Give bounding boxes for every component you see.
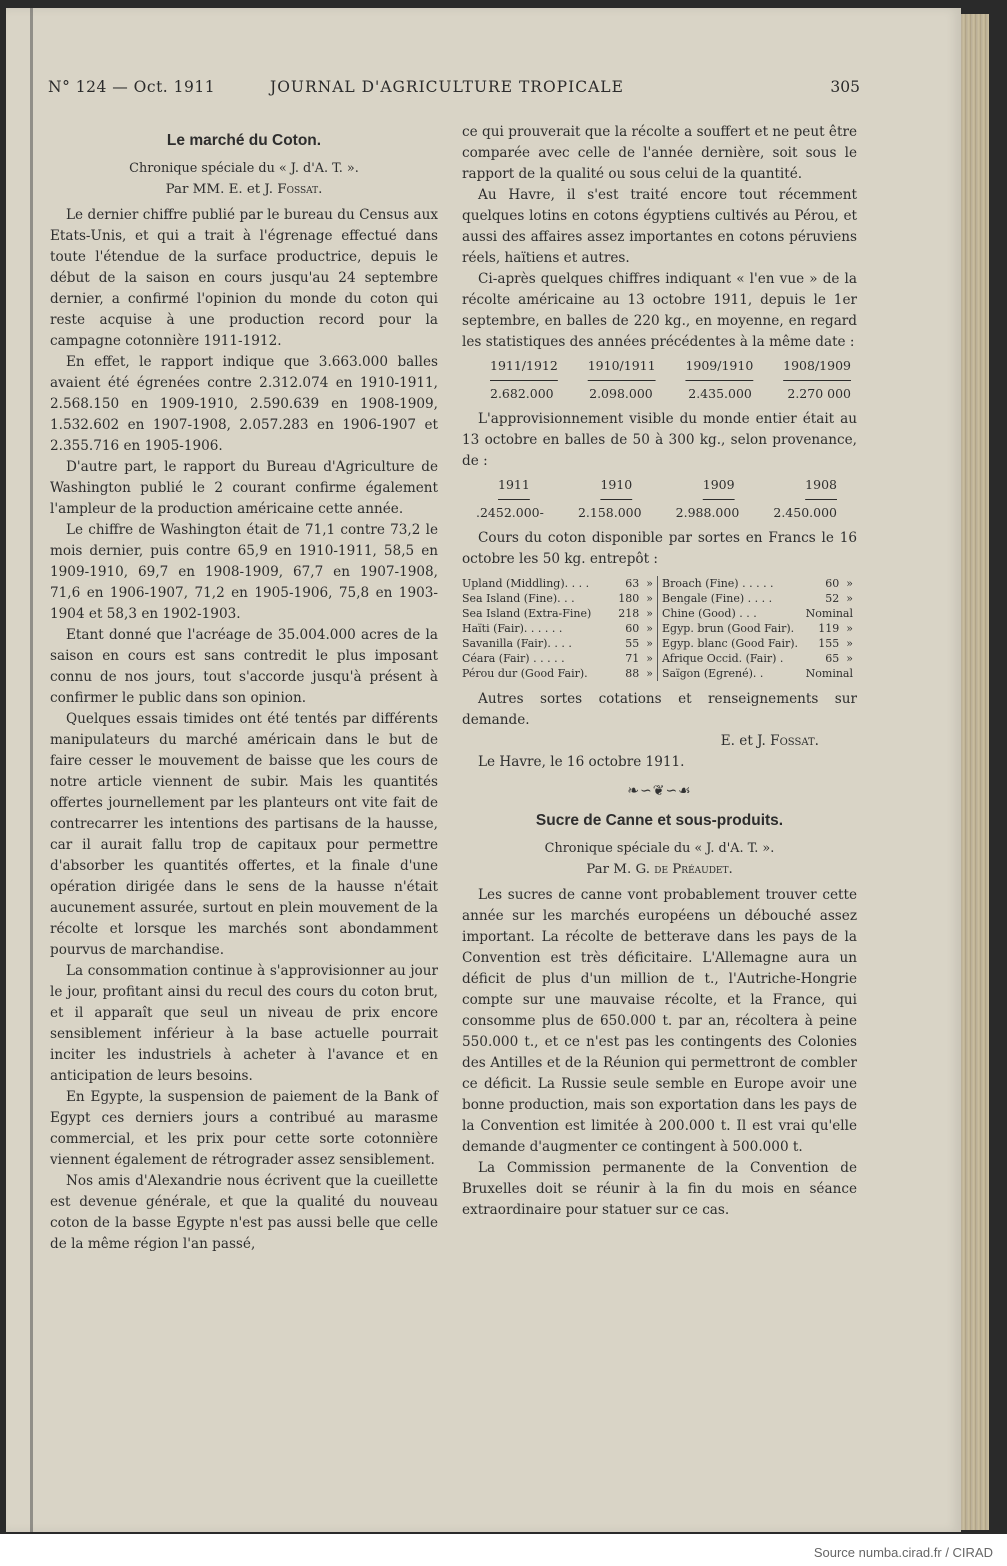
stat-value: 2.270 000 — [787, 386, 851, 401]
price-number: 71 — [625, 652, 640, 665]
price-value — [806, 606, 853, 621]
author-name: Fossat. — [277, 182, 323, 197]
paragraph: La Commission permanente de la Convention de Bruxelles doit se réunir à la fin du mois en séance extraordinaire pour statuer sur ce cas. — [462, 1160, 857, 1218]
signature-name: Fossat. — [770, 733, 819, 749]
paragraph: Nos amis d'Alexandrie nous écrivent que la cueillette est devenue générale, et que la qualité du nouveau coton de la basse Egypte n'est pas aussi belle que celle de la même région l'an passé, — [50, 1173, 438, 1252]
paragraph: En effet, le rapport indique que 3.663.000 balles avaient été égrenées contre 2.312.074 en 1910-1911, 2.568.150 en 1909-1910, 2.590.639 en 1908-1909, 1.532.602 en 1907-1908, 2.057.283 en 1906-1907 et 2.355.716 en 1905-1906. — [50, 354, 438, 454]
price-mark: » — [846, 577, 853, 590]
price-name: Haïti (Fair). . . . . . — [462, 622, 563, 635]
price-mark: » — [646, 607, 653, 620]
price-value — [618, 606, 653, 621]
price-mark: » — [646, 592, 653, 605]
paragraph: L'approvisionnement visible du monde entier était au 13 octobre en balles de 50 à 300 kg., selon provenance, de : — [462, 411, 857, 469]
price-row — [662, 606, 853, 621]
stat-year: 1909 — [702, 477, 735, 492]
price-row — [662, 576, 853, 591]
price-value — [818, 636, 853, 651]
article-subtitle-coton: Chronique spéciale du « J. d'A. T. ». — [129, 161, 359, 176]
binding-shadow — [30, 8, 33, 1532]
paragraph: Les sucres de canne vont probablement trouver cette année sur les marchés européens un débouché assez important. La récolte de betterave dans les pays de la Convention est très déficitaire. L'Allemagne aura un déficit de plus d'un million de t., l'Autriche-Hongrie compte sur une mauvaise récolte, et la France, qui consomme plus de 650.000 t. par an, récoltera à peine 550.000 t., et ce n'est pas les contingents des Colonies des Antilles et de la Réunion qui permettront de combler ce déficit. La Russie seule semble en Europe avoir une bonne production, mais son exportation dans les pays de la Convention est limitée à 200.000 t. Il est vrai qu'elle demande d'augmenter ce contingent à 500.000 t. — [462, 887, 857, 1155]
price-row — [462, 591, 653, 606]
price-number: 60 — [625, 622, 640, 635]
price-table — [462, 576, 857, 681]
price-number: 155 — [818, 637, 840, 650]
price-row — [462, 666, 653, 681]
price-mark: » — [646, 622, 653, 635]
right-column — [462, 122, 857, 1221]
running-header — [48, 76, 860, 102]
stat-value: 2.450.000 — [773, 505, 837, 520]
price-number: 60 — [825, 577, 840, 590]
price-column-right — [658, 576, 857, 681]
author-name: de Préaudet. — [654, 862, 733, 877]
price-row — [662, 666, 853, 681]
author-prefix: Par MM. E. et J. — [165, 182, 278, 197]
signature-fossat — [462, 731, 819, 752]
paragraph: Cours du coton disponible par sortes en Francs le 16 octobre les 50 kg. entrepôt : — [462, 530, 857, 567]
stat-value: 2.435.000 — [688, 386, 752, 401]
stat-value: 2.988.000 — [675, 505, 740, 520]
stat-year: 1908/1909 — [783, 358, 851, 373]
price-value — [625, 576, 653, 591]
issue-number: N° 124 — Oct. 1911 — [48, 78, 216, 96]
price-value — [625, 651, 653, 666]
price-row — [462, 606, 653, 621]
price-name: Afrique Occid. (Fair) . — [662, 652, 784, 665]
ornament-divider: ❧∽❦∽☙ — [627, 783, 692, 799]
journal-title: JOURNAL D'AGRICULTURE TROPICALE — [270, 78, 624, 96]
stat-year: 1908 — [805, 477, 837, 492]
article-author-sucre — [462, 859, 857, 881]
price-row — [662, 651, 853, 666]
price-number: 55 — [625, 637, 640, 650]
paragraph: En Egypte, la suspension de paiement de la Bank of Egypt ces derniers jours a contribué au marasme commercial, et les prix pour cette sorte cotonnière viennent également de rétrograder assez sensiblement. — [50, 1089, 438, 1168]
signature-prefix: E. et J. — [720, 733, 771, 749]
article-subtitle-sucre: Chronique spéciale du « J. d'A. T. ». — [544, 841, 775, 856]
price-row — [662, 636, 853, 651]
paragraph: Le chiffre de Washington était de 71,1 contre 73,2 le mois dernier, puis contre 65,9 en 1910-1911, 58,5 en 1909-1910, 69,7 en 1908-1909, 67,7 en 1907-1908, 71,6 en 1906-1907, 71,2 en 1905-1906, 75,8 en 1903-1904 et 58,3 en 1902-1903. — [50, 522, 438, 622]
stats-years-row — [490, 357, 851, 375]
stat-year: 1911 — [498, 477, 530, 492]
price-value — [825, 576, 853, 591]
price-value — [825, 651, 853, 666]
price-mark: » — [846, 592, 853, 605]
stats-values-row — [490, 385, 851, 403]
price-row — [462, 636, 653, 651]
price-mark: » — [846, 622, 853, 635]
stat-value: 2.098.000 — [589, 386, 653, 401]
price-value — [625, 666, 653, 681]
price-number: Nominal — [805, 607, 853, 620]
price-name: Broach (Fine) . . . . . — [662, 577, 774, 590]
price-value — [625, 636, 653, 651]
place-date: Le Havre, le 16 octobre 1911. — [478, 754, 685, 770]
price-mark: » — [846, 637, 853, 650]
paragraph: Quelques essais timides ont été tentés par différents manipulateurs du marché américain dans le but de faire cesser le mouvement de baisse que les cours de notre article viennent de subir. Mais les quantités offertes journellement par les planteurs ont vite fait de contrecarrer les intentions des partisans de la hausse, car il aurait fallu trop de capitaux pour permettre d'absorber les quantités offertes, et la finale d'une opération dirigée dans le sens de la hausse n'était aucunement assurée, surtout en plein mouvement de la récolte et lorsque les marchés sont abondamment pourvus de marchandise. — [50, 711, 438, 958]
paragraph: Ci-après quelques chiffres indiquant « l'en vue » de la récolte américaine au 13 octobre 1911, depuis le 1er septembre, en balles de 220 kg., en moyenne, en regard les statistiques des années précédentes à la même date : — [462, 271, 857, 350]
paragraph: D'autre part, le rapport du Bureau d'Agriculture de Washington publié le 2 courant confirme également l'ampleur de la production américaine cette année. — [50, 459, 438, 517]
price-name: Sea Island (Fine). . . — [462, 592, 575, 605]
price-mark: » — [646, 652, 653, 665]
article-author-coton — [50, 179, 438, 201]
price-row — [462, 576, 653, 591]
price-name: Upland (Middling). . . . — [462, 577, 590, 590]
price-number: 119 — [818, 622, 840, 635]
paragraph: Le dernier chiffre publié par le bureau du Census aux Etats-Unis, et qui a trait à l'égrenage effectué dans toute l'étendue de la surface productrice, depuis le début de la saison en cours jusqu'au 24 septembre dernier, a confirmé l'opinion du monde du coton qui reste acquise à une production record pour la campagne cotonnière 1911-1912. — [50, 207, 438, 349]
price-name: Chine (Good) . . . — [662, 607, 757, 620]
price-mark: » — [646, 667, 653, 680]
source-credit: Source numba.cirad.fr / CIRAD — [813, 1545, 993, 1560]
price-number: Nominal — [805, 667, 853, 680]
price-row — [662, 591, 853, 606]
price-value — [825, 591, 853, 606]
price-row — [462, 651, 653, 666]
article-title-sucre: Sucre de Canne et sous-produits. — [535, 812, 784, 829]
price-column-left — [462, 576, 658, 681]
stat-value: 2.682.000 — [490, 386, 554, 401]
price-number: 65 — [825, 652, 840, 665]
stat-year: 1910/1911 — [587, 358, 656, 373]
page-number: 305 — [830, 78, 860, 96]
price-name: Céara (Fair) . . . . . — [462, 652, 565, 665]
price-name: Egyp. blanc (Good Fair). — [662, 637, 799, 650]
page-edge — [961, 14, 989, 1530]
stat-value: .2452.000- — [476, 505, 544, 520]
author-prefix: Par M. G. — [586, 862, 655, 877]
stat-year: 1909/1910 — [685, 358, 754, 373]
price-mark: » — [646, 577, 653, 590]
price-value — [818, 621, 853, 636]
price-name: Bengale (Fine) . . . . — [662, 592, 773, 605]
stats2-values-row — [476, 504, 837, 522]
price-number: 88 — [625, 667, 640, 680]
paragraph: Autres sortes cotations et renseignements sur demande. — [462, 691, 857, 728]
price-number: 52 — [825, 592, 840, 605]
price-row — [662, 621, 853, 636]
stat-year: 1910 — [600, 477, 633, 492]
price-value — [625, 621, 653, 636]
stat-value: 2.158.000 — [577, 505, 642, 520]
price-value — [618, 591, 653, 606]
price-name: Pérou dur (Good Fair). — [462, 667, 588, 680]
price-number: 218 — [618, 607, 640, 620]
price-name: Saïgon (Egrené). . — [662, 667, 764, 680]
left-column — [50, 122, 438, 1255]
price-number: 63 — [625, 577, 640, 590]
price-name: Egyp. brun (Good Fair). — [662, 622, 795, 635]
stat-year: 1911/1912 — [490, 358, 558, 373]
article-title-coton: Le marché du Coton. — [166, 132, 322, 149]
price-value — [806, 666, 853, 681]
price-mark: » — [646, 637, 653, 650]
paragraph: Etant donné que l'acréage de 35.004.000 acres de la saison en cours est sans contredit le plus imposant connu de nos jours, tout s'accorde jusqu'à présent à confirmer le public dans son opinion. — [50, 627, 438, 706]
price-mark: » — [846, 652, 853, 665]
paragraph: La consommation continue à s'approvisionner au jour le jour, profitant ainsi du recul des cours du coton brut, et il apparaît que seul un niveau de prix encore sensiblement inférieur à la base actuelle pourrait inciter les industriels à acheter à l'avance et en anticipation de leurs besoins. — [50, 963, 438, 1084]
price-name: Savanilla (Fair). . . . — [462, 637, 572, 650]
price-number: 180 — [618, 592, 640, 605]
paragraph: Au Havre, il s'est traité encore tout récemment quelques lotins en cotons égyptiens cultivés au Pérou, et aussi des affaires assez importantes en cotons péruviens réels, haïtiens et autres. — [462, 187, 857, 266]
price-name: Sea Island (Extra-Fine) — [462, 607, 592, 620]
stats2-years-row — [498, 476, 837, 494]
price-row — [462, 621, 653, 636]
paragraph: ce qui prouverait que la récolte a souffert et ne peut être comparée avec celle de l'année dernière, soit sous le rapport de la qualité ou sous celui de la quantité. — [462, 124, 857, 182]
